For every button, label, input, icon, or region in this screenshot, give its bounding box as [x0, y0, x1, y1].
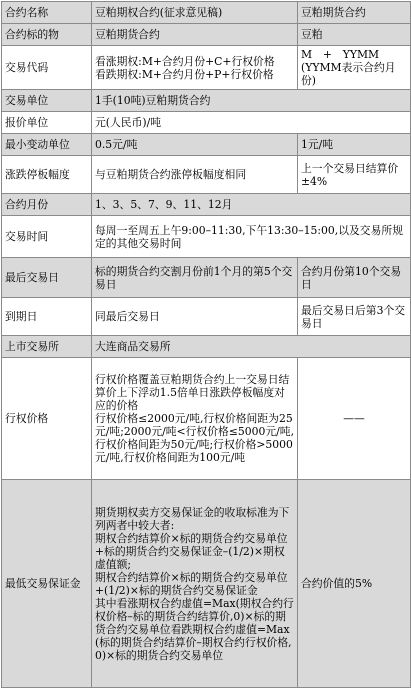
row-label: 最低交易保证金	[2, 480, 92, 688]
row-label: 最后交易日	[2, 258, 92, 298]
option-cell: 期货期权卖方交易保证金的收取标准为下列两者中较大者: 期权合约结算价×标的期货合约交易单位+标的期货合约交易保证金–(1/2)×期权虚值额; 期权合约结算价×标的期货合约交易单位+(1/2)×标的期货合约交易保证金 其中看涨期权合约虚值=Max(期权合约行权价格–标的期货合约结算价,0)×标的期货合约交易单位看跌期权合约虚值=Max(标的期货合约结算价–期权合约行权价格,0)×标的期货合约交易单位	[92, 480, 298, 688]
table-row	[2, 336, 411, 358]
table-row	[2, 134, 411, 156]
row-label: 交易代码	[2, 46, 92, 90]
row-label: 合约名称	[2, 2, 92, 24]
future-cell: 上一个交易日结算价±4%	[298, 156, 411, 194]
merged-cell: 每周一至周五上午9:00–11:30,下午13:30–15:00,以及交易所规定的其他交易时间	[92, 216, 411, 258]
row-label: 到期日	[2, 298, 92, 336]
row-label: 涨跌停板幅度	[2, 156, 92, 194]
merged-cell: 元(人民币)/吨	[92, 112, 411, 134]
future-cell: 合约月份第10个交易日	[298, 258, 411, 298]
merged-cell: 1、3、5、7、9、11、12月	[92, 194, 411, 216]
option-cell: 与豆粕期货合约涨停板幅度相同	[92, 156, 298, 194]
future-cell: ——	[298, 358, 411, 480]
option-cell: 行权价格覆盖豆粕期货合约上一交易日结算价上下浮动1.5倍单日涨跌停板幅度对应的价格 行权价格≤2000元/吨,行权价格间距为25元/吨;2000元/吨<行权价格≤5000元/吨,行权价格间距为50元/吨;行权价格>5000元/吨,行权价格间距为100元/吨	[92, 358, 298, 480]
table-row	[2, 156, 411, 194]
table-row	[2, 46, 411, 90]
merged-cell: 大连商品交易所	[92, 336, 411, 358]
row-label: 合约月份	[2, 194, 92, 216]
row-label: 交易时间	[2, 216, 92, 258]
option-cell: 看涨期权:M+合约月份+C+行权价格 看跌期权:M+合约月份+P+行权价格	[92, 46, 298, 90]
table-row	[2, 2, 411, 24]
option-cell: 0.5元/吨	[92, 134, 298, 156]
table-row	[2, 480, 411, 688]
table-row	[2, 112, 411, 134]
option-cell: 同最后交易日	[92, 298, 298, 336]
option-cell: 标的期货合约交割月份前1个月的第5个交易日	[92, 258, 298, 298]
row-label: 合约标的物	[2, 24, 92, 46]
table-row	[2, 90, 411, 112]
future-cell: 1元/吨	[298, 134, 411, 156]
future-header: 豆粕期货合约	[298, 2, 411, 24]
contract-spec-table	[1, 1, 411, 688]
option-cell: 豆粕期货合约	[92, 24, 298, 46]
future-cell: 豆粕	[298, 24, 411, 46]
table-row	[2, 194, 411, 216]
row-label: 交易单位	[2, 90, 92, 112]
table-row	[2, 24, 411, 46]
option-header: 豆粕期权合约(征求意见稿)	[92, 2, 298, 24]
future-cell: 最后交易日后第3个交易日	[298, 298, 411, 336]
table-row	[2, 298, 411, 336]
row-label: 报价单位	[2, 112, 92, 134]
table-row	[2, 358, 411, 480]
row-label: 上市交易所	[2, 336, 92, 358]
row-label: 行权价格	[2, 358, 92, 480]
table-row	[2, 258, 411, 298]
table-row	[2, 216, 411, 258]
future-cell: 合约价值的5%	[298, 480, 411, 688]
merged-cell: 1手(10吨)豆粕期货合约	[92, 90, 411, 112]
row-label: 最小变动单位	[2, 134, 92, 156]
future-cell: M + YYMM (YYMM表示合约月份)	[298, 46, 411, 90]
